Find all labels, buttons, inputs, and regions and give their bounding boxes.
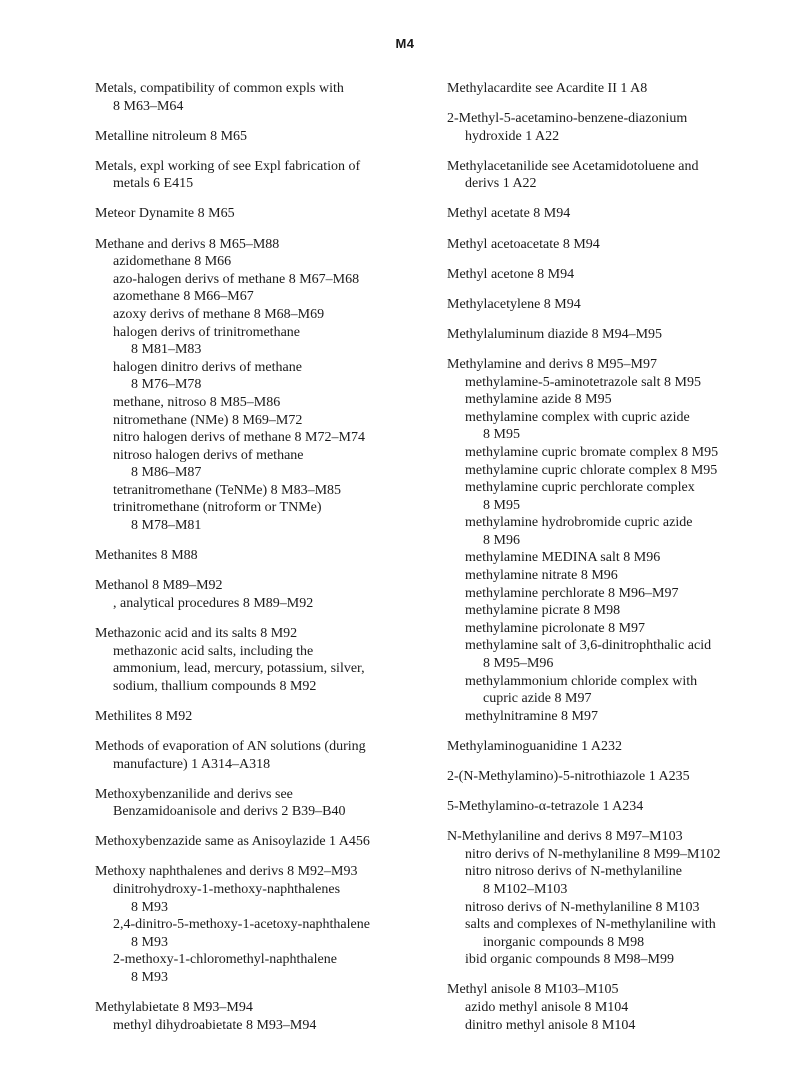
index-entry	[447, 798, 782, 816]
entry-subline: , analytical procedures 8 M89–M92	[113, 595, 314, 611]
entry-subline: 8 M93	[131, 934, 168, 950]
entry-subline: methylamine nitrate 8 M96	[465, 568, 618, 584]
entry-heading: Methanol 8 M89–M92	[95, 578, 223, 594]
index-entry	[95, 708, 415, 726]
index-entry	[95, 236, 415, 535]
entry-heading: Methyl anisole 8 M103–M105	[447, 982, 619, 998]
entry-subline: nitro derivs of N-methylaniline 8 M99–M102	[465, 846, 721, 862]
entry-subline: 8 M86–M87	[131, 465, 202, 481]
entry-heading: Methazonic acid and its salts 8 M92	[95, 625, 298, 641]
index-entry	[447, 205, 782, 223]
entry-subline: 8 M95	[483, 427, 520, 443]
entry-subline: methylamine hydrobromide cupric azide	[465, 515, 693, 531]
entry-subline: nitro nitroso derivs of N-methylaniline	[465, 864, 682, 880]
entry-subline: ibid organic compounds 8 M98–M99	[465, 952, 674, 968]
index-entry	[95, 833, 415, 851]
entry-subline: methylamine cupric bromate complex 8 M95	[465, 444, 719, 460]
index-entry	[447, 828, 782, 969]
entry-heading: Methods of evaporation of AN solutions (during	[95, 738, 366, 754]
index-entry	[95, 999, 415, 1034]
index-entry	[447, 738, 782, 756]
entry-subline: 8 M63–M64	[113, 98, 184, 114]
index-entry	[95, 863, 415, 986]
entry-subline: methazonic acid salts, including the	[113, 643, 314, 659]
entry-heading: Methylaluminum diazide 8 M94–M95	[447, 326, 663, 342]
entry-heading: 2-(N-Methylamino)-5-nitrothiazole 1 A235	[447, 769, 690, 784]
entry-heading: 2-Methyl-5-acetamino-benzene-diazonium	[447, 111, 688, 127]
entry-subline: methylamine salt of 3,6-dinitrophthalic acid	[465, 638, 712, 654]
entry-subline: nitromethane (NMe) 8 M69–M72	[113, 412, 303, 428]
entry-subline: methylamine MEDINA salt 8 M96	[465, 550, 661, 566]
entry-heading: Methoxybenzanilide and derivs see	[95, 786, 293, 802]
entry-subline: 8 M78–M81	[131, 518, 202, 534]
index-entry	[447, 158, 782, 193]
entry-subline: ammonium, lead, mercury, potassium, silver,	[113, 661, 365, 677]
index-entry	[447, 266, 782, 284]
entry-heading: Methilites 8 M92	[95, 708, 193, 724]
index-entry	[447, 236, 782, 254]
index-entry	[447, 768, 782, 786]
entry-subline: methylamine azide 8 M95	[465, 392, 612, 408]
entry-subline: dinitrohydroxy-1-methoxy-naphthalenes	[113, 881, 341, 897]
entry-subline: methyl dihydroabietate 8 M93–M94	[113, 1017, 317, 1033]
entry-subline: 2-methoxy-1-chloromethyl-naphthalene	[113, 952, 337, 968]
index-column-left	[95, 80, 415, 1047]
entry-heading: Methoxybenzazide same as Anisoylazide 1 A456	[95, 834, 370, 850]
entry-subline: methylamine picrolonate 8 M97	[465, 620, 646, 636]
entry-heading: Methyl acetoacetate 8 M94	[447, 236, 600, 252]
entry-subline: methylnitramine 8 M97	[465, 708, 598, 724]
entry-heading: 5-Methylamino-α-tetrazole 1 A234	[447, 799, 644, 815]
entry-subline: tetranitromethane (TeNMe) 8 M83–M85	[113, 482, 342, 498]
index-entry	[447, 110, 782, 145]
index-entry	[447, 356, 782, 725]
page-header: M4	[395, 36, 415, 51]
entry-subline: nitroso halogen derivs of methane	[113, 447, 304, 463]
entry-heading: Methane and derivs 8 M65–M88	[95, 236, 280, 252]
entry-subline: azoxy derivs of methane 8 M68–M69	[113, 306, 325, 322]
entry-subline: trinitromethane (nitroform or TNMe)	[113, 500, 322, 516]
entry-heading: Methylacetylene 8 M94	[447, 296, 581, 312]
entry-heading: Methylaminoguanidine 1 A232	[447, 738, 622, 754]
entry-heading: Metals, expl working of see Expl fabrication of	[95, 158, 361, 174]
entry-subline: methane, nitroso 8 M85–M86	[113, 394, 281, 410]
entry-heading: Methylabietate 8 M93–M94	[95, 1000, 253, 1016]
entry-subline: methylammonium chloride complex with	[465, 673, 698, 689]
entry-subline: metals 6 E415	[113, 176, 194, 192]
entry-subline: nitroso derivs of N-methylaniline 8 M103	[465, 899, 700, 915]
index-entry	[95, 786, 415, 821]
entry-heading: Methyl acetate 8 M94	[447, 206, 571, 222]
entry-subline: 8 M96	[483, 532, 520, 548]
entry-subline: 8 M95	[483, 497, 520, 513]
entry-subline: azidomethane 8 M66	[113, 254, 232, 270]
index-entry	[447, 326, 782, 344]
entry-heading: Methyl acetone 8 M94	[447, 266, 575, 282]
entry-subline: nitro halogen derivs of methane 8 M72–M74	[113, 430, 365, 446]
index-entry	[95, 128, 415, 146]
entry-heading: N-Methylaniline and derivs 8 M97–M103	[447, 829, 683, 845]
index-entry	[447, 981, 782, 1034]
entry-subline: Benzamidoanisole and derivs 2 B39–B40	[113, 804, 346, 820]
entry-subline: 8 M95–M96	[483, 656, 554, 672]
entry-subline: manufacture) 1 A314–A318	[113, 756, 271, 772]
entry-subline: methylamine picrate 8 M98	[465, 603, 621, 619]
entry-subline: methylamine perchlorate 8 M96–M97	[465, 585, 679, 601]
entry-heading: Methylamine and derivs 8 M95–M97	[447, 356, 657, 372]
index-entry	[95, 625, 415, 695]
entry-subline: methylamine-5-aminotetrazole salt 8 M95	[465, 374, 701, 390]
entry-subline: sodium, thallium compounds 8 M92	[113, 678, 317, 694]
entry-subline: azido methyl anisole 8 M104	[465, 1000, 629, 1016]
entry-subline: dinitro methyl anisole 8 M104	[465, 1017, 636, 1033]
entry-subline: salts and complexes of N-methylaniline with	[465, 917, 716, 933]
entry-subline: 8 M76–M78	[131, 377, 202, 393]
entry-subline: derivs 1 A22	[465, 176, 537, 192]
entry-subline: 8 M93	[131, 899, 168, 915]
entry-heading: Methylacetanilide see Acetamidotoluene and	[447, 158, 699, 174]
entry-subline: halogen derivs of trinitromethane	[113, 324, 300, 340]
index-entry	[447, 296, 782, 314]
entry-heading: Methanites 8 M88	[95, 548, 198, 564]
entry-heading: Methylacardite see Acardite II 1 A8	[447, 81, 648, 96]
entry-subline: 8 M93	[131, 969, 168, 985]
entry-subline: methylamine cupric perchlorate complex	[465, 480, 695, 496]
entry-heading: Metalline nitroleum 8 M65	[95, 128, 248, 144]
entry-subline: 8 M81–M83	[131, 342, 202, 358]
entry-subline: 8 M102–M103	[483, 881, 568, 897]
entry-heading: Metals, compatibility of common expls with	[95, 81, 344, 96]
entry-subline: methylamine cupric chlorate complex 8 M95	[465, 462, 718, 478]
entry-subline: inorganic compounds 8 M98	[483, 934, 645, 950]
entry-subline: methylamine complex with cupric azide	[465, 409, 690, 425]
index-entry	[95, 158, 415, 193]
entry-subline: azo-halogen derivs of methane 8 M67–M68	[113, 271, 360, 287]
entry-heading: Meteor Dynamite 8 M65	[95, 206, 235, 222]
index-entry	[95, 738, 415, 773]
index-entry	[447, 80, 782, 98]
entry-subline: hydroxide 1 A22	[465, 128, 560, 144]
entry-subline: azomethane 8 M66–M67	[113, 289, 254, 305]
entry-heading: Methoxy naphthalenes and derivs 8 M92–M93	[95, 864, 358, 880]
index-entry	[95, 577, 415, 612]
entry-subline: halogen dinitro derivs of methane	[113, 359, 302, 375]
index-entry	[95, 80, 415, 115]
index-column-right	[447, 80, 782, 1047]
entry-subline: 2,4-dinitro-5-methoxy-1-acetoxy-naphthalene	[113, 917, 370, 933]
index-entry	[95, 547, 415, 565]
entry-subline: cupric azide 8 M97	[483, 691, 592, 707]
index-entry	[95, 205, 415, 223]
